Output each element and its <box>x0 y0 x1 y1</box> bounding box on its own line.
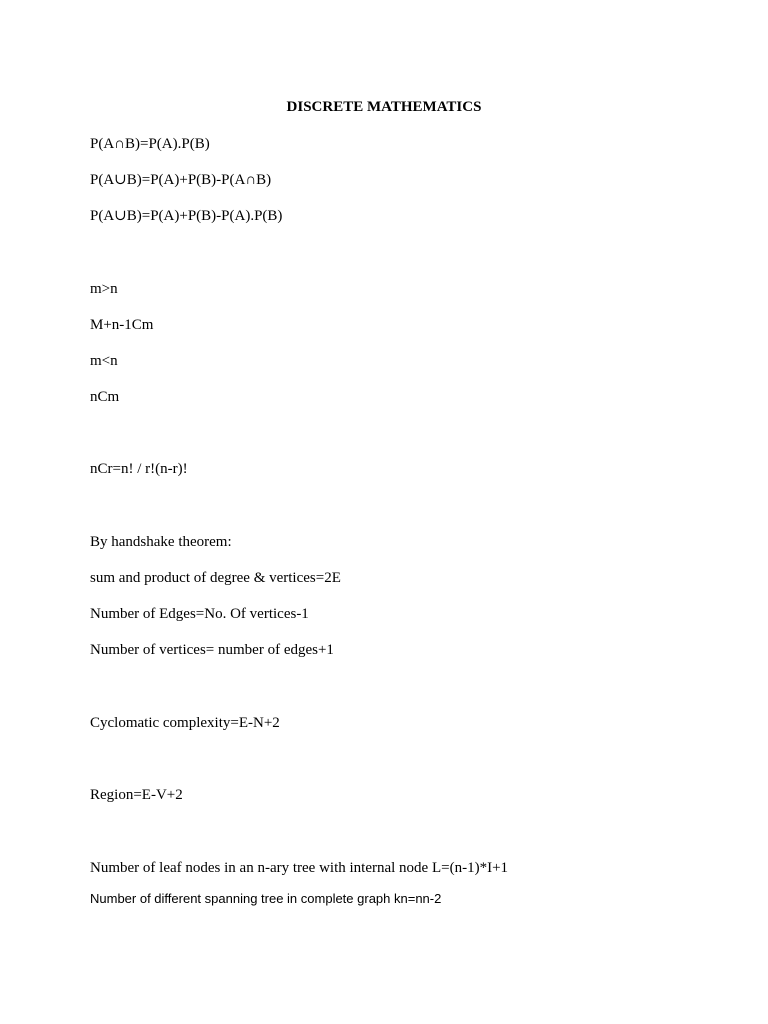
formula-n-choose-m: nCm <box>90 389 120 405</box>
spanning-tree-formula: Number of different spanning tree in complete graph kn=nn-2 <box>90 891 442 906</box>
formula-union-probability: P(A∪B)=P(A)+P(B)-P(A∩B) <box>90 172 272 188</box>
handshake-theorem-heading: By handshake theorem: <box>90 534 232 550</box>
cyclomatic-complexity-formula: Cyclomatic complexity=E-N+2 <box>90 715 280 731</box>
tree-edges-formula: Number of Edges=No. Of vertices-1 <box>90 606 309 622</box>
formula-intersection-probability: P(A∩B)=P(A).P(B) <box>90 136 210 152</box>
handshake-degree-sum: sum and product of degree & vertices=2E <box>90 570 341 586</box>
condition-m-greater-n: m>n <box>90 281 118 297</box>
leaf-nodes-formula: Number of leaf nodes in an n-ary tree with internal node L=(n-1)*I+1 <box>90 860 509 876</box>
region-formula: Region=E-V+2 <box>90 787 183 803</box>
formula-union-probability-independent: P(A∪B)=P(A)+P(B)-P(A).P(B) <box>90 208 283 224</box>
document-title: DISCRETE MATHEMATICS <box>286 99 482 115</box>
tree-vertices-formula: Number of vertices= number of edges+1 <box>90 642 334 658</box>
formula-ncr: nCr=n! / r!(n-r)! <box>90 461 188 477</box>
condition-m-less-n: m<n <box>90 353 118 369</box>
formula-combination-with-repetition: M+n-1Cm <box>90 317 154 333</box>
